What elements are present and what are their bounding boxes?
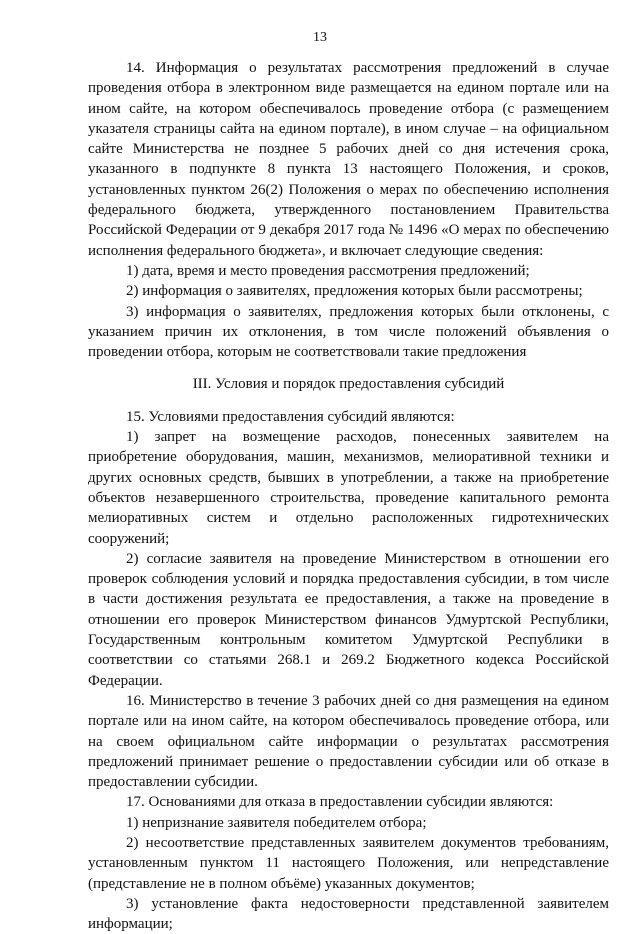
paragraph-16: 16. Министерство в течение 3 рабочих дней со дня размещения на едином портале или на ином сайте, на котором обеспечивалось проведение отбора, или на своем официальном сайте информации о результатах рассмотрения предложений принимает решение о предоставлении субсидии или об отказе в предоставлении субсидии.	[88, 692, 609, 791]
paragraph-17: 17. Основаниями для отказа в предоставлении субсидии являются:	[126, 794, 554, 811]
list-item-14-2: 2) информация о заявителях, предложения которых были рассмотрены;	[126, 283, 583, 300]
page-number: 13	[313, 30, 327, 45]
paragraph-15: 15. Условиями предоставления субсидий являются:	[126, 408, 455, 425]
list-item-15-2: 2) согласие заявителя на проведение Министерством в отношении его проверок соблюдения условий и порядка предоставления субсидии, в том числе в части достижения результата ее предоставления, а также на проведение в отношении его проверок Министерством финансов Удмуртской Республики, Государственным контрольным комитетом Удмуртской Республики в соответствии со статьями 268.1 и 269.2 Бюджетного кодекса Российской Федерации.	[88, 550, 609, 689]
list-item-14-3: 3) информация о заявителях, предложения которых были отклонены, с указанием причин их отклонения, в том числе положений объявления о проведении отбора, которым не соответствовали такие предложения	[88, 303, 609, 361]
list-item-15-1: 1) запрет на возмещение расходов, понесенных заявителем на приобретение оборудования, машин, механизмов, мелиоративной техники и других основных средств, бывших в употреблении, а также на приобретение объектов незавершенного строительства, проведение капитального ремонта мелиоративных систем и отдельно расположенных гидротехнических сооружений;	[88, 429, 609, 547]
list-item-14-1: 1) дата, время и место проведения рассмотрения предложений;	[126, 262, 530, 279]
section-heading: III. Условия и порядок предоставления субсидий	[192, 376, 505, 393]
document-body	[88, 58, 609, 934]
list-item-17-1: 1) непризнание заявителя победителем отбора;	[126, 814, 427, 831]
paragraph-14: 14. Информация о результатах рассмотрения предложений в случае проведения отбора в электронном виде размещается на едином портале или на ином сайте, на котором обеспечивалось проведение отбора (с размещением указателя страницы сайта на едином портале), в ином случае – на официальном сайте Министерства не позднее 5 рабочих дней со дня истечения срока, указанного в подпункте 8 пункта 13 настоящего Положения, и сроков, установленных пунктом 26(2) Положения о мерах по обеспечению исполнения федерального бюджета, утвержденного постановлением Правительства Российской Федерации от 9 декабря 2017 года № 1496 «О мерах по обеспечению исполнения федерального бюджета», и включает следующие сведения:	[88, 60, 609, 259]
list-item-17-2: 2) несоответствие представленных заявителем документов требованиям, установленным пунктом 11 настоящего Положения, или непредставление (представление не в полном объёме) указанных документов;	[88, 834, 609, 892]
list-item-17-3: 3) установление факта недостоверности представленной заявителем информации;	[88, 895, 609, 933]
